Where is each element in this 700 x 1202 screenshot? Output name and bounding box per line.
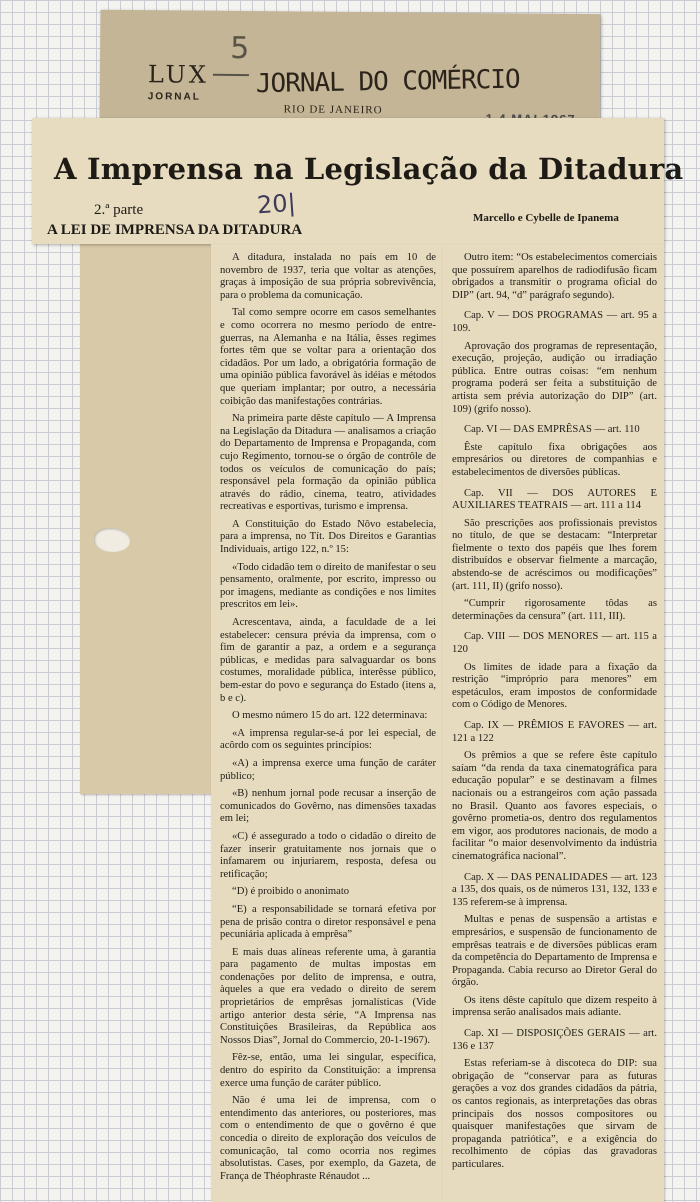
headline-clipping <box>32 118 684 244</box>
chapter-heading: Cap. VIII — DOS MENORES — art. 115 a 120 <box>452 631 657 656</box>
chapter-heading: Cap. VI — DAS EMPRÊSAS — art. 110 <box>464 424 640 436</box>
paragraph: A ditadura, instalada no país em 10 de novembro de 1937, teria que voltar as atenções, graças à imposição de sua própria sobrevivência, para o problema da comunicação. <box>220 252 436 301</box>
paragraph: Os prêmios a que se refere êste capítulo saíam “da renda da taxa cinematográfica para educação popular” e se destinavam a filmes nacionais ou a estrangeiros com ação passada no Brasil. Quanto aos favores especiais, o govêrno prometia-os, dentro dos regulamentos em vigor, aos produtores nacionais, de modo a facilitar “o maior desenvolvimento da indústria cinematográfica nacional”. <box>452 750 657 862</box>
article-column-left <box>211 244 443 1202</box>
paragraph: Estas referiam-se à discoteca do DIP: sua obrigação de “conservar para as futuras gerações a voz dos grandes cidadãos da pátria, os cantos regionais, as interpretações das obras principais dos nossos compositores ou quaisquer manifestações que sirvam de propaganda patriótica”, e a exigência do recolhimento de cópias das gravadoras particulares. <box>452 1058 657 1170</box>
newspaper-city: RIO DE JANEIRO <box>283 103 383 117</box>
paragraph: Multas e penas de suspensão a artistas e empresários, e suspensão de funcionamento de emprêsas teatrais e de diversões públicas eram da competência do Departamento de Imprensa e Propaganda. Cabia recurso ao Diretor Geral do órgão. <box>452 914 657 989</box>
paragraph: A Constituição do Estado Nôvo estabelecia, para a imprensa, no Tít. Dos Direitos e Garantias Individuais, artigo 122, n.º 15: <box>220 518 436 556</box>
paragraph: «Todo cidadão tem o direito de manifestar o seu pensamento, oralmente, por escrito, impresso ou por imagens, mediante as condições e nos limites prescritos em lei». <box>220 561 437 611</box>
paragraph: Fêz-se, então, uma lei singular, específica, dentro do espírito da Constituição: a imprensa exerce uma função de caráter público. <box>220 1052 436 1089</box>
paragraph: O mesmo número 15 do art. 122 determinava: <box>232 710 428 722</box>
article-part: 2.ª parte <box>94 202 144 218</box>
paragraph: E mais duas alíneas referente uma, à garantia para pagamento de multas impostas em condenações por delito de imprensa, e outra, àqueles a que era vedado o direito de serem proprietários de emprêsas jornalísticas (Vide artigo anterior desta série, “A Imprensa nas Constituições Brasileiras, da República aos Nossos Dias”, Jornal do Commercio, 20-1-1967). <box>220 946 436 1046</box>
paragraph: «A imprensa regular-se-á por lei especial, de acôrdo com os seguintes princípios: <box>220 727 436 752</box>
paragraph: Não é uma lei de imprensa, com o entendimento das anteriores, ou posteriores, mas com o entendimento de que o govêrno é que concedia o direito de exploração dos veículos de comunicação, tal como ocorria nos regimes absolutistas. Cases, por exemplo, da Gazeta, de França de Théophraste Rénaudot ... <box>220 1095 436 1182</box>
paragraph: Outro item: “Os estabelecimentos comerciais que possuírem aparelhos de radiodifusão ficam obrigados a transmitir o programa oficial do DIP” (art. 94, “d” parágrafo segundo). <box>452 252 657 301</box>
paragraph: “E) a responsabilidade se tornará efetiva por pena de prisão contra o diretor responsável e pena pecuniária aplicada à emprêsa” <box>220 903 436 941</box>
paragraph: «C) é assegurado a todo o cidadão o direito de fazer inserir gratuitamente nos jornais que o infamarem ou injuriarem, resposta, defesa ou retificação; <box>220 830 436 880</box>
pencil-dash <box>213 74 249 76</box>
lux-logo: LUX <box>147 60 210 89</box>
paragraph: Na primeira parte dêste capítulo — A Imprensa na Legislação da Ditadura — analisamos a criação do Departamento de Imprensa e Propaganda, com cujo Regimento, tornou-se o órgão de contrôle de todos os veículos de comunicação do país; responsável pela formação da opinião pública através do rádio, cinema, teatro, atividades recreativas e esportivas, turismo e imprensa. <box>220 413 436 513</box>
paragraph: Os limites de idade para a fixação da restrição “impróprio para menores” em espetáculos, eram impostos de conformidade com o Código de Menores. <box>452 661 657 711</box>
newspaper-masthead-clipping <box>99 10 600 132</box>
paragraph: São prescrições aos profissionais previstos no título, de que se destacam: “Interpretar fielmente o texto dos papéis que lhes forem distribuídos e observar fielmente a marcação, abstendo-se de acréscimos ou modificações” (art. 111, II) (grifo nosso). <box>452 517 657 592</box>
paragraph: “D) é proibido o anonimato <box>232 886 350 898</box>
lux-subtitle: JORNAL <box>147 91 201 103</box>
blank-paper-strip <box>80 238 213 794</box>
paragraph: Os itens dêste capítulo que dizem respeito à imprensa serão analisados mais adiante. <box>452 994 657 1019</box>
newspaper-name: JORNAL DO COMÉRCIO <box>255 64 520 100</box>
article-headline: A Imprensa na Legislação da Ditadura <box>54 152 684 186</box>
chapter-heading: Cap. VII — DOS AUTORES E AUXILIARES TEATRAIS — art. 111 a 114 <box>452 487 657 512</box>
chapter-heading: Cap. XI — DISPOSIÇÕES GERAIS — art. 136 e 137 <box>452 1028 657 1052</box>
paragraph: Êste capítulo fixa obrigações aos empresários ou diretores de companhias e estabelecimentos de diversões públicas. <box>452 441 657 478</box>
chapter-heading: Cap. X — DAS PENALIDADES — art. 123 a 135, dos quais, os de números 131, 132, 133 e 135 referem-se à imprensa. <box>452 871 657 908</box>
chapter-heading: Cap. IX — PRÊMIOS E FAVORES — art. 121 a 122 <box>452 720 657 744</box>
chapter-heading: Cap. V — DOS PROGRAMAS — art. 95 a 109. <box>452 310 657 334</box>
article-authors: Marcello e Cybelle de Ipanema <box>473 212 619 224</box>
paragraph: Acrescentava, ainda, a faculdade de a lei estabelecer: censura prévia da imprensa, com o fim de garantir a paz, a ordem e a segurança públicas, e medidas para salvaguardar os bons costumes, moralidade pública, interêsse público, bem-estar do povo e segurança do Estado (itens a, b e c). <box>220 617 436 704</box>
paragraph: «B) nenhum jornal pode recusar a inserção de comunicados do Govêrno, nas dimensões taxadas em lei; <box>220 788 436 825</box>
paragraph: «A) a imprensa exerce uma função de caráter público; <box>220 757 436 782</box>
article-column-right <box>443 244 664 1202</box>
paragraph: Tal como sempre ocorre em casos semelhantes e como ocorrera no mesmo período de entre-guerras, na Alemanha e na Itália, êsses regimes fortes têm que se voltar para a orientação dos cidadãos. Por um lado, a obrigatória formação de uma opinião pública favorável às idéias e métodos que queriam implantar; por outro, a necessária coibição das manifestações contrárias. <box>220 307 436 407</box>
paragraph: Aprovação dos programas de representação, execução, projeção, audição ou irradiação pública. Entre outras coisas: “em nenhum programa poderá ser feita a substituição de artista sem prévia autorização do DIP” (art. 109) (grifo nosso). <box>452 340 657 415</box>
torn-hole <box>94 528 130 552</box>
article-subtitle: A LEI DE IMPRENSA DA DITADURA <box>47 222 303 238</box>
paragraph: “Cumprir rigorosamente tôdas as determinações da censura” (art. 111, III). <box>452 598 657 622</box>
pencil-annotation: 20| <box>256 188 297 220</box>
pencil-mark: 5 <box>230 30 250 67</box>
